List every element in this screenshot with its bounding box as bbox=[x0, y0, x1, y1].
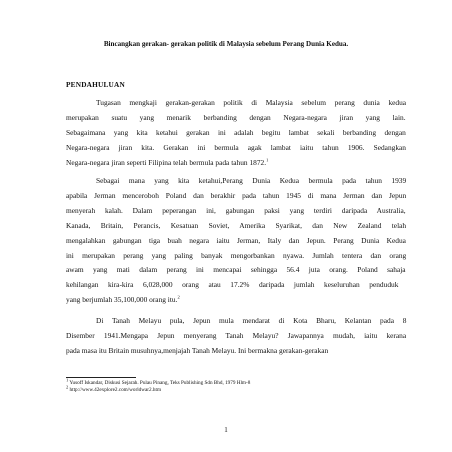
body-line-text: Sebagaimana yang kita ketahui gerakan ini adalah begitu lambat sekali berbanding dengan bbox=[66, 127, 406, 137]
page-number: 1 bbox=[224, 426, 228, 434]
body-line bbox=[66, 128, 406, 137]
body-line bbox=[96, 316, 406, 325]
body-line bbox=[96, 176, 406, 185]
body-line-text: menyerah kalah. Dalam peperangan ini, gabungan paksi yang terdiri daripada Australia, bbox=[66, 205, 406, 215]
footnote-reference: 2 bbox=[177, 294, 180, 300]
body-line bbox=[66, 221, 406, 230]
body-line bbox=[66, 113, 406, 122]
body-line-text: Sebagai mana yang kita ketahui,Perang Dunia Kedua bermula pada tahun 1939 bbox=[96, 176, 407, 185]
body-line-text: yang berjumlah 35,100,000 orang itu. bbox=[66, 295, 178, 305]
body-line-text: ini merupakan perang yang paling banyak mengorbankan nyawa. Jumlah tentera dan orang bbox=[66, 250, 407, 260]
body-line bbox=[66, 206, 406, 215]
body-line-text: Kanada, Britain, Perancis, Kesatuan Soviet, Amerika Syarikat, dan New Zealand telah bbox=[66, 220, 407, 230]
body-line-text: Disember 1941.Mengapa Jepun menyerang Tanah Melayu? Jawapannya mudah, iaitu kerana bbox=[66, 330, 407, 340]
body-line-text: Di Tanah Melayu pula, Jepun mula mendarat di Kota Bharu, Kelantan pada 8 bbox=[96, 316, 407, 325]
body-line-text: pada masa itu Britain musuhnya,menjajah Tanah Melayu. Ini bermakna gerakan-gerakan bbox=[66, 345, 329, 355]
body-line bbox=[66, 236, 406, 245]
footnote-text: http://www.42explore2.com/worldwar2.htm bbox=[68, 387, 161, 393]
body-line bbox=[66, 346, 328, 355]
document-title: Bincangkan gerakan- gerakan politik di Malaysia sebelum Perang Dunia Kedua. bbox=[103, 40, 349, 48]
footnote-text: Yusoff Iskandar, Diskusi Sejarah. Pulau Pinang, Teks Publishing Sdn Bhd, 1979 Hlm-8 bbox=[68, 380, 251, 386]
body-line bbox=[66, 191, 406, 200]
body-line-text: apabila Jerman menceroboh Poland dan berakhir pada tahun 1945 di mana Jerman dan Jepun bbox=[66, 190, 407, 200]
footnote bbox=[66, 384, 161, 394]
body-line bbox=[66, 265, 406, 274]
body-line bbox=[66, 331, 406, 340]
body-line-text: merupakan suatu yang menarik berbanding dengan Negara-negara jiran yang lain. bbox=[66, 112, 406, 122]
body-line bbox=[66, 158, 268, 167]
body-line-text: Negara-negara jiran kita. Gerakan ini bermula agak lambat iaitu tahun 1906. Sedangkan bbox=[66, 142, 407, 152]
body-line-text: kehilangan kira-kira 6,028,000 orang atau 17.2% daripada jumlah keseluruhan penduduk bbox=[66, 280, 399, 290]
section-heading: PENDAHULUAN bbox=[66, 80, 125, 89]
body-line-text: Negara-negara jiran seperti Filipina telah bermula pada tahun 1872. bbox=[66, 157, 267, 167]
body-line bbox=[66, 251, 406, 260]
footnote-reference: 1 bbox=[266, 157, 269, 163]
body-line bbox=[66, 143, 406, 152]
body-line bbox=[66, 295, 180, 304]
body-line-text: Tugasan mengkaji gerakan-gerakan politik di Malaysia sebelum perang dunia kedua bbox=[96, 98, 407, 107]
body-line bbox=[66, 280, 398, 289]
footnote-mark: 2 bbox=[66, 384, 69, 390]
body-line-text: awam yang mati dalam perang ini mencapai sehingga 56.4 juta orang. Poland sahaja bbox=[66, 265, 406, 275]
footnote-separator bbox=[66, 377, 136, 378]
body-line bbox=[96, 98, 406, 107]
footnote-mark: 1 bbox=[66, 377, 69, 383]
body-line-text: mengalahkan gabungan tiga buah negara iaitu Jerman, Italy dan Jepun. Perang Dunia Kedua bbox=[66, 235, 406, 245]
